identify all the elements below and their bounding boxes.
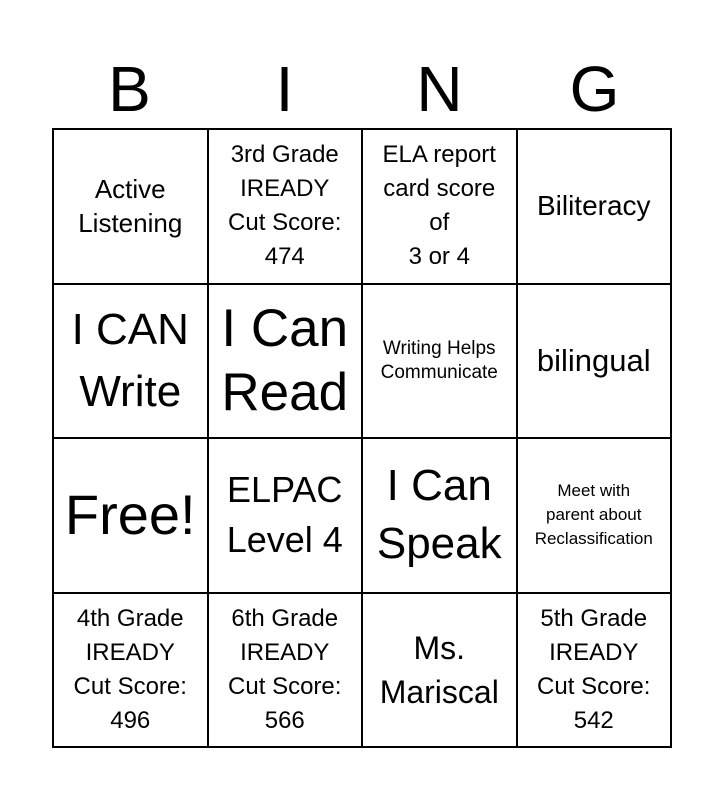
bingo-cell [54,285,209,440]
bingo-cell [363,285,518,440]
bingo-grid [52,128,672,748]
bingo-cell [363,130,518,285]
bingo-cell-text: Biliteracy [536,190,651,222]
bingo-cell [209,594,364,749]
header-letter-b: B [108,53,151,125]
header-letter-g: G [569,53,620,125]
bingo-cell [363,594,518,749]
bingo-cell-text: I Can Speak [376,461,502,569]
bingo-cell [209,439,364,594]
bingo-cell-text: Meet with parent about Reclassification [534,481,653,549]
bingo-cell [54,439,209,594]
bingo-cell [518,130,673,285]
bingo-cell-text: 3rd Grade IREADY Cut Score: 474 [228,141,342,271]
bingo-cell-text: Active Listening [78,174,183,239]
bingo-cell-text: I Can Read [221,298,349,422]
bingo-cell-text: ELA report card score of 3 or 4 [382,141,496,271]
bingo-cell [518,594,673,749]
bingo-cell-text: Ms. Mariscal [379,629,499,710]
bingo-cell-text: ELPAC Level 4 [226,469,343,561]
bingo-cell [363,439,518,594]
bingo-cell-text: 5th Grade IREADY Cut Score: 542 [537,604,651,734]
bingo-cell [54,594,209,749]
bingo-cell-text: Writing Helps Communicate [380,337,498,383]
bingo-cell-text: 4th Grade IREADY Cut Score: 496 [73,604,187,734]
bingo-cell [518,439,673,594]
free-space: Free! [64,483,196,547]
bingo-cell [209,285,364,440]
bingo-cell [518,285,673,440]
bingo-cell [54,130,209,285]
bingo-header [52,50,672,128]
bingo-cell-text: bilingual [536,342,651,378]
bingo-cell [209,130,364,285]
bingo-cell-text: 6th Grade IREADY Cut Score: 566 [228,604,342,734]
header-letter-i: I [275,53,294,125]
bingo-cell-text: I CAN Write [71,304,189,416]
header-letter-n: N [416,53,463,125]
